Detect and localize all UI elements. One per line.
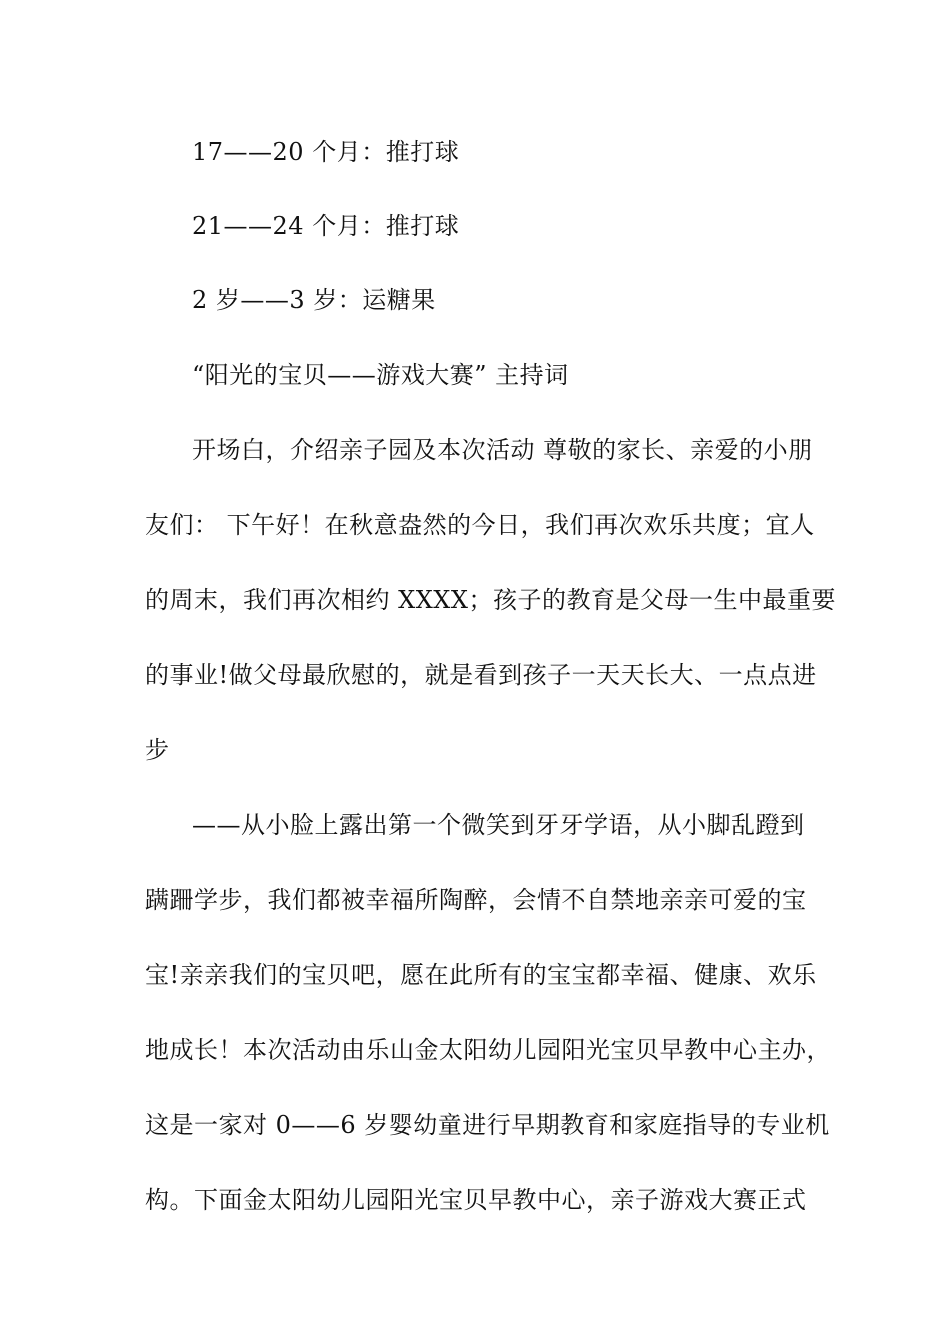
paragraph-line: 这是一家对 0——6 岁婴幼童进行早期教育和家庭指导的专业机 [145, 1111, 830, 1139]
paragraph-line: 友们： 下午好！在秋意盎然的今日，我们再次欢乐共度；宜人 [145, 511, 815, 539]
paragraph-line: 构。下面金太阳幼儿园阳光宝贝早教中心，亲子游戏大赛正式 [145, 1186, 807, 1214]
paragraph-line: ——从小脸上露出第一个微笑到牙牙学语，从小脚乱蹬到 [192, 811, 805, 839]
paragraph-line: 步 [145, 736, 170, 764]
paragraph-line: 的事业!做父母最欣慰的，就是看到孩子一天天长大、一点点进 [145, 661, 817, 689]
paragraph-line: 的周末，我们再次相约 XXXX；孩子的教育是父母一生中最重要 [145, 586, 836, 614]
paragraph-line: 开场白，介绍亲子园及本次活动 尊敬的家长、亲爱的小朋 [192, 436, 813, 464]
paragraph-line: 地成长！本次活动由乐山金太阳幼儿园阳光宝贝早教中心主办， [145, 1036, 831, 1064]
paragraph-line: 宝!亲亲我们的宝贝吧，愿在此所有的宝宝都幸福、健康、欢乐 [145, 961, 817, 989]
section-title: “阳光的宝贝——游戏大赛” 主持词 [192, 361, 569, 389]
schedule-line-2-3-years: 2 岁——3 岁：运糖果 [192, 286, 436, 314]
schedule-line-17-20-months: 17——20 个月：推打球 [192, 138, 460, 166]
paragraph-line: 蹒跚学步，我们都被幸福所陶醉，会情不自禁地亲亲可爱的宝 [145, 886, 807, 914]
schedule-line-21-24-months: 21——24 个月：推打球 [192, 212, 460, 240]
